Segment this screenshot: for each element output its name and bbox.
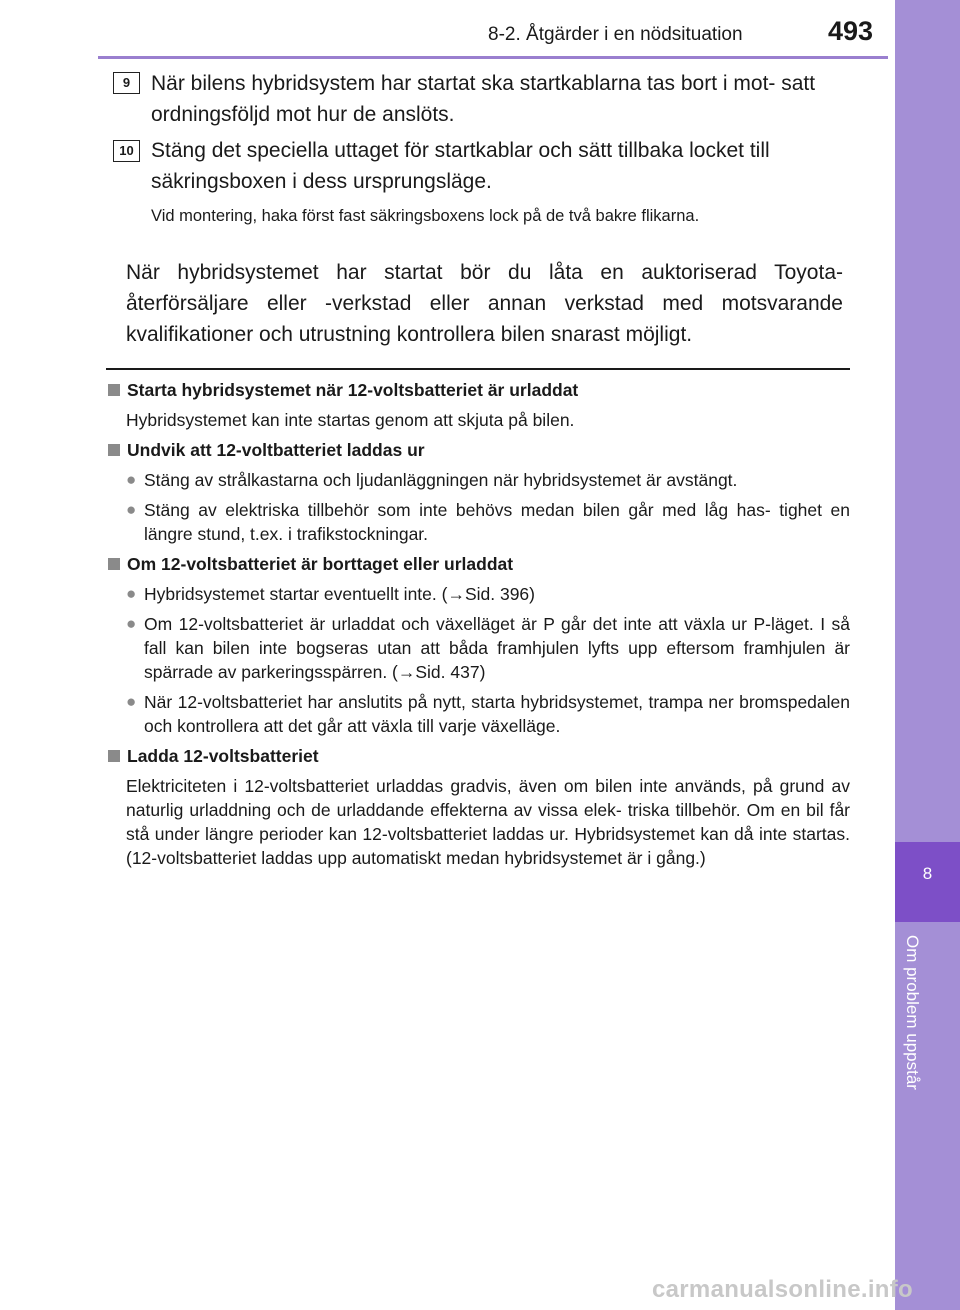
- list-item: ● Om 12-voltsbatteriet är urladdat och växelläget är P går det inte att växla ur P-läget. I så fall kan bilen inte bogseras utan att båda framhjulen lyfts upp eftersom framhjulen är spärrade av parkeringsspärren. (→Sid. 437): [126, 614, 850, 682]
- page-number: 493: [828, 16, 874, 46]
- notes-block: [108, 378, 850, 876]
- circle-bullet-icon: ●: [126, 584, 137, 603]
- step-text: När bilens hybridsystem har startat ska startkablarna tas bort i mot- satt ordningsföljd mot hur de anslöts.: [151, 72, 816, 126]
- section-divider: [106, 368, 850, 370]
- list-item: ● Stäng av strålkastarna och ljudanläggningen när hybridsystemet är avstängt.: [126, 470, 738, 490]
- note-heading: Undvik att 12-voltbatteriet laddas ur: [108, 438, 850, 462]
- circle-bullet-icon: ●: [126, 470, 137, 489]
- chapter-number: 8: [922, 864, 933, 883]
- note-body: Hybridsystemet kan inte startas genom att skjuta på bilen.: [126, 410, 575, 430]
- circle-bullet-icon: ●: [126, 614, 137, 633]
- note-section: [108, 378, 850, 432]
- watermark: carmanualsonline.info: [652, 1276, 914, 1303]
- circle-bullet-icon: ●: [126, 692, 137, 711]
- list-item: ● När 12-voltsbatteriet har anslutits på nytt, starta hybridsystemet, trampa ner bromspedalen och kontrollera att det går att växla till varje växelläge.: [126, 692, 850, 736]
- step-number-box: 9: [113, 72, 140, 94]
- note-body: Elektriciteten i 12-voltsbatteriet urladdas gradvis, även om bilen inte används, på grund av naturlig urladdning och de urladdande effekterna av vissa elek- triska tillbehör. Om en bil får stå under längre perioder kan 12-voltsbatteriet laddas ur. Hybridsystemet kan då inte startas. (12-voltsbatteriet laddas upp automatiskt medan hybridsystemet är i gång.): [126, 776, 850, 868]
- square-bullet-icon: [108, 444, 120, 456]
- list-item: ● Hybridsystemet startar eventuellt inte. (→Sid. 396): [126, 584, 535, 604]
- chapter-title: Om problem uppstår: [903, 935, 922, 1090]
- chapter-sidebar: [895, 0, 960, 1310]
- square-bullet-icon: [108, 558, 120, 570]
- body-paragraph: När hybridsystemet har startat bör du låta en auktoriserad Toyota- återförsäljare eller -verkstad eller annan verkstad med motsvarande kvalifikationer och utrustning kontrollera bilen snarast möjligt.: [126, 261, 843, 346]
- note-section: [108, 744, 850, 870]
- step-text: Stäng det speciella uttaget för startkablar och sätt tillbaka locket till säkringsboxen i dess ursprungsläge.: [151, 139, 770, 193]
- circle-bullet-icon: ●: [126, 500, 137, 519]
- note-heading: Ladda 12-voltsbatteriet: [108, 744, 850, 768]
- section-title: 8-2. Åtgärder i en nödsituation: [488, 24, 743, 45]
- note-heading: Om 12-voltsbatteriet är borttaget eller urladdat: [108, 552, 850, 576]
- header-divider: [98, 56, 888, 59]
- square-bullet-icon: [108, 384, 120, 396]
- note-section: [108, 438, 850, 546]
- list-item: ● Stäng av elektriska tillbehör som inte behövs medan bilen går med låg has- tighet en längre stund, t.ex. i trafikstockningar.: [126, 500, 850, 544]
- step-number-box: 10: [113, 140, 140, 162]
- square-bullet-icon: [108, 750, 120, 762]
- step-note: Vid montering, haka först fast säkringsboxens lock på de två bakre flikarna.: [151, 207, 700, 225]
- note-heading: Starta hybridsystemet när 12-voltsbatteriet är urladdat: [108, 378, 850, 402]
- note-section: [108, 552, 850, 738]
